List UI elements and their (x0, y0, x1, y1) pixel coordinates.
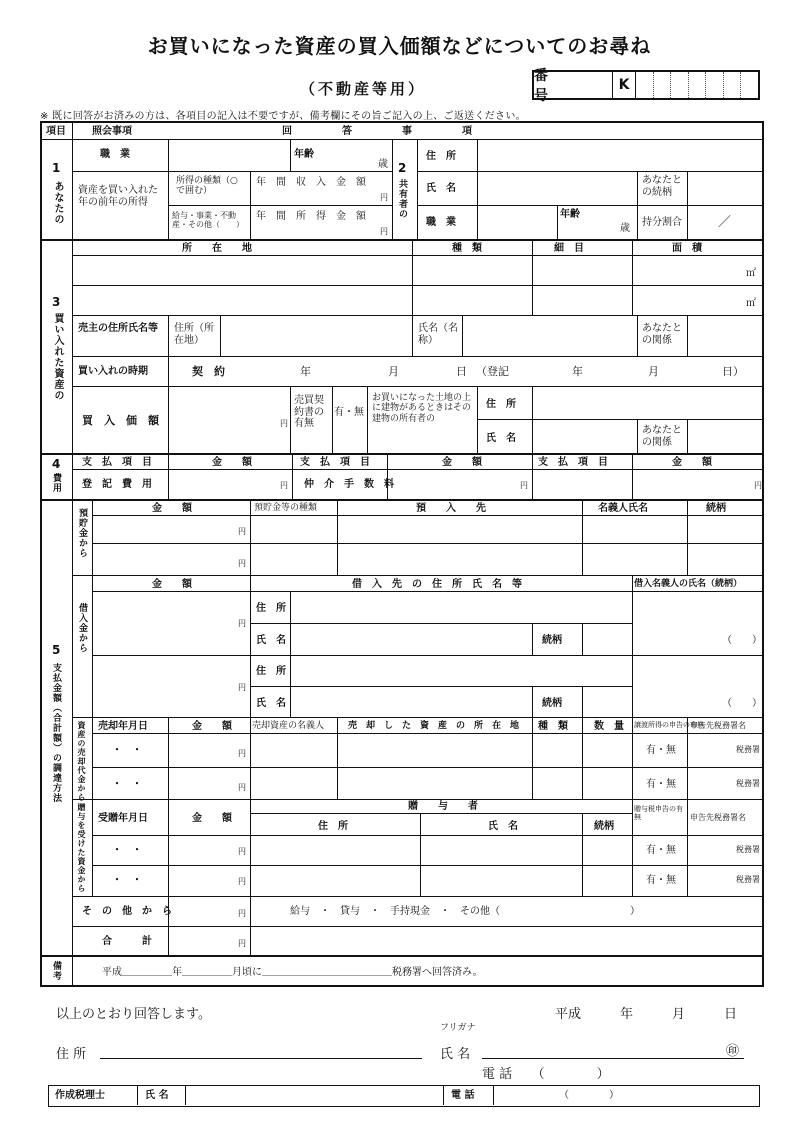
sec5-number: 5 (52, 643, 61, 657)
sec5-borrower: 借入名義人の氏名（続柄） (634, 579, 743, 589)
sec5-sale-tax-office: 申告先税務署名 (690, 721, 746, 730)
sec4-yen-2: 円 (520, 481, 528, 490)
sec1-number: 1 (52, 161, 61, 175)
sec5-label: 支払金額（合計額）の調達方法 (51, 663, 61, 803)
sec5-loan-rel-1: 続柄 (542, 635, 562, 646)
col-query: 照会事項 (92, 126, 132, 137)
sec3-number: 3 (52, 295, 61, 309)
sec5-sale-office-2: 税務署 (736, 779, 760, 788)
sec5-donor: 贈 与 者 (408, 801, 478, 812)
sec5-other-list: 給与 ・ 貸与 ・ 手持現金 ・ その他（ ） (290, 906, 640, 917)
sec5-gift-yesno-1: 有・無 (646, 845, 676, 856)
number-box (532, 68, 760, 104)
sec4-label: 費用 (51, 473, 61, 493)
sec3-yen: 円 (280, 419, 288, 428)
sec1-yen-2: 円 (380, 227, 388, 236)
sec2-address: 住 所 (426, 151, 456, 162)
sec5-loan-name-1: 氏 名 (256, 635, 286, 646)
sec5-sale-location: 売 却 し た 資 産 の 所 在 地 (348, 721, 520, 731)
sec2-share-mark: ／ (718, 215, 732, 230)
sec5-sale-office-1: 税務署 (736, 745, 760, 754)
footer-address-line[interactable] (100, 1058, 422, 1059)
sec4-yen-1: 円 (280, 481, 288, 490)
sec5-relationship: 続柄 (706, 503, 726, 514)
sec5-loan-name-2: 氏 名 (256, 698, 286, 709)
sec4-brokerage: 仲 介 手 数 料 (304, 479, 394, 490)
sec5-gift-dots-1: ・ ・ (112, 845, 142, 856)
sec5-loans-label: 借入金から (77, 603, 87, 653)
sec3-relation: あなたとの関係 (642, 323, 682, 346)
sec5-gift-date: 受贈年月日 (98, 813, 148, 824)
sec3-price: 買 入 価 額 (82, 414, 159, 427)
sec3-registration: （登記 (476, 365, 509, 378)
sec2-number: 2 (398, 161, 407, 175)
sec3-sale-contract: 売買契約書の有無 (294, 395, 324, 429)
sec3-building-owner: お買いになった土地の上に建物があるときはその建物の所有者の (372, 393, 472, 424)
sec2-sai: 歳 (620, 223, 630, 234)
sec5-lender: 借 入 先 の 住 所 氏 名 等 (352, 579, 522, 590)
sec4-amount-1: 金 額 (212, 457, 252, 468)
sec2-label: 共有者の (397, 179, 407, 219)
sec3-reg-month: 月 (648, 365, 659, 378)
sec5-sale-declared: 譲渡所得の申告の有無 (634, 721, 704, 729)
sec5-other-yen: 円 (238, 909, 246, 918)
sec5-loan-rel-2: 続柄 (542, 698, 562, 709)
sec1-income-kinds: 給与・事業・不動産・その他（ ） (172, 211, 244, 230)
confirm-text: 以上のとおり回答します。 (56, 1007, 211, 1022)
sec3-seller: 売主の住所氏名等 (78, 323, 158, 334)
sec5-loan-yen-1: 円 (238, 619, 246, 628)
sec3-reg-year: 年 (572, 365, 583, 378)
sec3-yesno: 有・無 (334, 407, 364, 418)
sec5-gift-declared: 贈与税申告の有無 (634, 805, 683, 822)
sec1-income-label: 資産を買い入れた年の前年の所得 (78, 185, 158, 208)
sec2-age: 年齢 (560, 209, 580, 220)
sec5-gift-amount: 金 額 (192, 813, 232, 824)
sec3-location: 所 在 地 (182, 243, 252, 254)
sec5-sale-holder: 売却資産の名義人 (252, 721, 325, 731)
sec3-m2-2: ㎡ (746, 298, 756, 309)
footer-furigana: フリガナ (440, 1023, 476, 1033)
sec5-dep-amount: 金 額 (152, 503, 192, 514)
sec1-occupation: 職 業 (100, 149, 130, 160)
sec1-yen-1: 円 (380, 193, 388, 202)
sec4-pay-item-2: 支 払 項 目 (300, 457, 370, 468)
sec5-other: そ の 他 か ら (82, 906, 172, 917)
sec5-gift-label: 贈与を受けた資金から (77, 803, 86, 893)
sec5-sale-yesno-1: 有・無 (646, 745, 676, 756)
sec3-kind: 種 類 (452, 243, 482, 254)
form-table (40, 121, 764, 987)
sec5-gift-tax-office: 申告先税務署名 (690, 813, 746, 822)
sec2-occupation: 職 業 (426, 217, 456, 228)
sec2-share: 持分割合 (642, 217, 682, 228)
number-label: 番 号 (534, 72, 613, 98)
sec2-name: 氏 名 (426, 183, 456, 194)
form-subtitle: （不動産等用） (300, 80, 427, 98)
sec3-owner-address: 住 所 (486, 399, 516, 410)
sec3-contract: 契 約 (192, 365, 225, 378)
sec4-pay-item-1: 支 払 項 目 (82, 457, 152, 468)
footer-name-label: 氏 名 (440, 1047, 471, 1062)
sec5-total-yen: 円 (238, 939, 246, 948)
sec5-deposit-to: 預 入 先 (416, 503, 486, 514)
ta-phone-paren[interactable]: （ ） (559, 1090, 619, 1101)
sec3-area: 面 積 (672, 243, 702, 254)
sec3-label: 買い入れた資産の (52, 313, 63, 401)
instruction-note: ※ 既に回答がお済みの方は、各項目の記入は不要ですが、備考欄にその旨ご記入の上、ご返送ください。 (40, 111, 526, 122)
sec3-owner-relation: あなたとの関係 (642, 425, 682, 448)
seal-icon: ㊞ (726, 1044, 740, 1059)
sec1-age: 年齢 (294, 149, 314, 160)
sec5-loan-address-1: 住 所 (256, 603, 286, 614)
sec5-sale-qty: 数 量 (594, 721, 624, 732)
sec5-deposits-label: 預貯金から (77, 508, 87, 558)
answer-date[interactable]: 平成 年 月 日 (555, 1007, 738, 1022)
sec4-amount-3: 金 額 (672, 457, 712, 468)
sec5-gift-yen-1: 円 (238, 847, 246, 856)
ta-phone-label: 電 話 (451, 1090, 475, 1101)
sec3-addr-loc: 住所（所在地） (174, 323, 214, 346)
sec5-loan-paren-1: （ ） (722, 635, 762, 646)
sec1-sai: 歳 (378, 159, 388, 170)
sec4-yen-3: 円 (754, 481, 762, 490)
sec5-sale-amount: 金 額 (192, 721, 232, 732)
sec3-reg-day: 日） (722, 365, 744, 378)
col-answer: 回 答 事 項 (282, 126, 472, 137)
sec2-relation: あなたとの続柄 (642, 175, 682, 198)
sec3-month: 月 (388, 365, 399, 378)
sec5-gift-dots-2: ・ ・ (112, 875, 142, 886)
sec5-holder: 名義人氏名 (598, 503, 648, 514)
ta-name-label: 氏 名 (145, 1090, 169, 1101)
sec1-income-type: 所得の種類（○で囲む） (176, 176, 238, 197)
sec3-purchase-time: 買い入れの時期 (78, 366, 148, 377)
sec5-loan-paren-2: （ ） (722, 698, 762, 709)
number-prefix: K (613, 72, 636, 98)
sec5-gift-office-1: 税務署 (736, 845, 760, 854)
number-cells[interactable] (636, 72, 758, 98)
sec4-number: 4 (52, 457, 61, 471)
sec5-gift-yen-2: 円 (238, 877, 246, 886)
sec5-deposit-type: 預貯金等の種類 (254, 503, 318, 513)
sec3-owner-name: 氏 名 (486, 433, 516, 444)
sec5-dep-yen-1: 円 (238, 527, 246, 536)
sec3-m2-1: ㎡ (746, 268, 756, 279)
remarks-line[interactable]: 平成＿＿＿＿＿年＿＿＿＿＿月頃に＿＿＿＿＿＿＿＿＿＿＿＿＿税務署へ回答済み。 (102, 967, 483, 978)
sec5-dep-yen-2: 円 (238, 559, 246, 568)
sec5-gift-yesno-2: 有・無 (646, 875, 676, 886)
sec5-sale-yesno-2: 有・無 (646, 779, 676, 790)
sec5-sale-yen-1: 円 (238, 749, 246, 758)
sec1-annual-income: 年 間 収 入 金 額 (256, 177, 366, 188)
sec3-detail: 細 目 (554, 243, 584, 254)
sec5-sale-dots-1: ・ ・ (112, 745, 142, 756)
sec4-pay-item-3: 支 払 項 目 (538, 457, 608, 468)
footer-phone[interactable]: 電 話 （ ） (482, 1067, 610, 1082)
tax-accountant-label: 作成税理士 (55, 1090, 105, 1101)
sec3-day: 日 (456, 365, 467, 378)
sec4-registration: 登 記 費 用 (82, 479, 152, 490)
sec1-annual-profit: 年 間 所 得 金 額 (256, 211, 366, 222)
sec5-sale-date: 売却年月日 (98, 721, 148, 732)
sec1-label: あなたの (52, 181, 63, 225)
sec5-gift-name: 氏 名 (488, 821, 518, 832)
sec5-loan-address-2: 住 所 (256, 666, 286, 677)
sec5-sale-yen-2: 円 (238, 783, 246, 792)
sec5-total: 合 計 (102, 936, 152, 947)
sec5-loan-yen-2: 円 (238, 683, 246, 692)
footer-address-label: 住 所 (56, 1047, 87, 1062)
sec3-year: 年 (300, 365, 311, 378)
sec5-gift-address: 住 所 (318, 821, 348, 832)
sec5-gift-office-2: 税務署 (736, 875, 760, 884)
sec4-amount-2: 金 額 (442, 457, 482, 468)
tax-accountant-row (48, 1085, 760, 1107)
sec5-sale-kind: 種 類 (538, 721, 568, 732)
sec5-sale-label: 資産の売却代金から (77, 721, 86, 802)
col-item: 項目 (46, 126, 66, 137)
sec5-sale-dots-2: ・ ・ (112, 779, 142, 790)
form-title: お買いになった資産の買入価額などについてのお尋ね (147, 34, 652, 58)
sec5-loan-amount: 金 額 (152, 579, 192, 590)
remarks-label: 備考 (51, 961, 61, 981)
footer-name-line[interactable] (482, 1058, 744, 1059)
sec5-gift-rel: 続柄 (594, 821, 614, 832)
sec3-name-title: 氏名（名称） (418, 323, 458, 346)
